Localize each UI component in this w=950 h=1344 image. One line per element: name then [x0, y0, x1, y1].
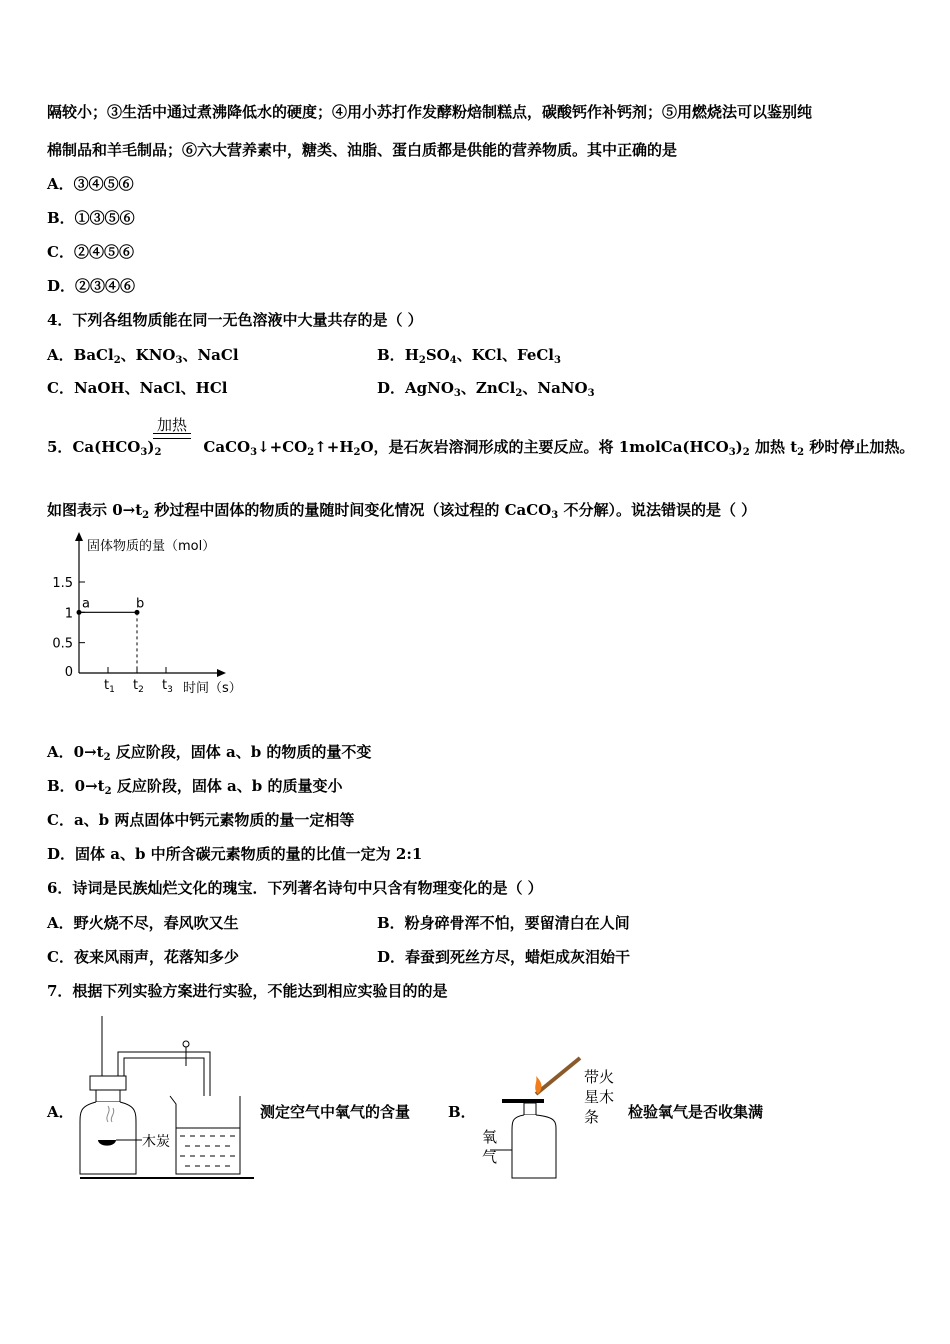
q3-option-b: B．①③⑤⑥ [47, 209, 135, 227]
q4-stem: 4．下列各组物质能在同一无色溶液中大量共存的是（ ） [47, 311, 423, 329]
glass-plate [502, 1099, 544, 1103]
y-tick-label: 1.5 [52, 576, 73, 591]
y-tick-label: 1 [64, 606, 73, 622]
q4-option-b: B．$H_2SO_4$、KCl、FeCl$_3$ [377, 346, 561, 366]
q5-line2: 如图表示 $0\to t_2$ 秒过程中固体的物质的量随时间变化情况（该过程的 CaCO$_3$ 不分解）。说法错误的是（ ） [47, 501, 757, 521]
apparatus-oxygen-content [76, 1016, 260, 1184]
y-tick-label: 0.5 [52, 636, 73, 652]
stopper [90, 1076, 126, 1090]
q7-option-a-label: A． [47, 1103, 74, 1121]
q7-option-b-text: 检验氧气是否收集满 [628, 1103, 764, 1121]
stick-label-3: 条 [584, 1108, 600, 1126]
wooden-splint [536, 1058, 580, 1094]
q4-option-a: A．BaCl$_2$、$KNO_3$、NaCl [47, 346, 239, 366]
q5-option-d: D．固体 a、b 中所含碳元素物质的量的比值一定为 2:1 [47, 845, 423, 863]
q7-stem: 7．根据下列实验方案进行实验，不能达到相应实验目的的是 [47, 982, 448, 1000]
q3-line2: 棉制品和羊毛制品；⑥六大营养素中，糖类、油脂、蛋白质都是供能的营养物质。其中正确的是 [47, 141, 678, 159]
q3-option-c: C．②④⑤⑥ [47, 243, 134, 261]
apparatus-oxygen-check [480, 1056, 630, 1186]
x-axis-label: 时间（s） [183, 681, 242, 696]
q6-stem: 6．诗词是民族灿烂文化的瑰宝．下列著名诗句中只含有物理变化的是（ ） [47, 879, 543, 897]
q6-option-c: C．夜来风雨声，花落知多少 [47, 948, 239, 966]
q4-option-d: D．AgNO$_3$、ZnCl$_2$、NaNO$_3$ [377, 379, 595, 399]
charcoal-label: 木炭 [142, 1134, 170, 1150]
y-axis-arrow [75, 532, 83, 541]
q5-option-b: B．$0\to t_2$ 反应阶段，固体 a、b 的质量变小 [47, 777, 343, 797]
point-label-b: b [136, 596, 145, 612]
point-a [77, 610, 82, 615]
q5-option-a: A．$0\to t_2$ 反应阶段，固体 a、b 的物质的量不变 [47, 743, 372, 763]
x-tick-label: $t_1$ [104, 678, 115, 695]
q3-option-a: A．③④⑤⑥ [47, 175, 134, 193]
y-tick-label: 0 [64, 665, 73, 680]
q6-option-d: D．春蚕到死丝方尽，蜡炬成灰泪始干 [377, 948, 631, 966]
q5-option-c: C．a、b 两点固体中钙元素物质的量一定相等 [47, 811, 355, 829]
bottle-neck-b [524, 1103, 536, 1115]
point-label-a: a [82, 596, 90, 612]
amount-time-chart [40, 530, 260, 700]
q5-stem: 5．$Ca(HCO_3)_2$ $CaCO_3↓+CO_2↑+H_2O$，是石灰岩溶洞形成的主要反应。将 $1molCa(HCO_3)_2$ 加热 $t_2$ 秒时停止加热。 [47, 438, 915, 458]
q4-option-c: C．NaOH、NaCl、HCl [47, 379, 228, 397]
stick-label-2: 星木 [584, 1088, 615, 1106]
q3-line1: 隔较小；③生活中通过煮沸降低水的硬度；④用小苏打作发酵粉焙制糕点，碳酸钙作补钙剂；⑤用燃烧法可以鉴别纯 [47, 103, 813, 121]
x-tick-label: $t_2$ [133, 678, 144, 695]
q7-option-a-text: 测定空气中氧气的含量 [260, 1103, 411, 1121]
gas-label-2: 气 [482, 1148, 498, 1166]
reaction-condition: 加热 [156, 416, 187, 434]
bottle-neck [96, 1090, 120, 1102]
x-axis-arrow [217, 669, 226, 677]
stick-label-1: 带火 [584, 1068, 615, 1086]
x-tick-label: $t_3$ [162, 678, 173, 695]
q6-option-b: B．粉身碎骨浑不怕，要留清白在人间 [377, 914, 630, 932]
beaker [170, 1096, 240, 1174]
gas-label-1: 氧 [482, 1128, 498, 1146]
collection-bottle [512, 1115, 556, 1178]
q3-option-d: D．②③④⑥ [47, 277, 136, 295]
y-axis-label: 固体物质的量（mol） [87, 539, 216, 554]
q7-option-b-label: B． [448, 1103, 476, 1121]
q6-option-a: A．野火烧不尽，春风吹又生 [47, 914, 239, 932]
